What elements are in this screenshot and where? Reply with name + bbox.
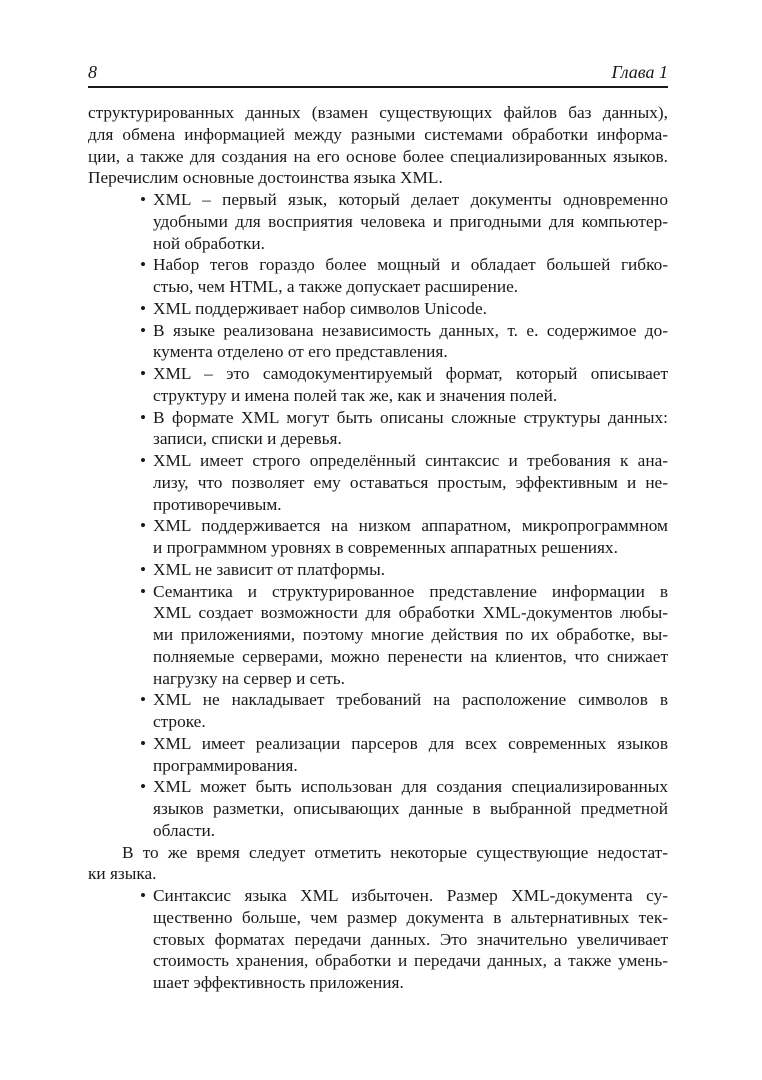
- text-line: XML имеет реализации парсеров для всех современных языков: [153, 733, 668, 753]
- paragraph: [88, 102, 668, 189]
- text-line: Набор тегов гораздо более мощный и обладает большей гибко-: [153, 255, 668, 275]
- text-line: нагрузку на сервер и сеть.: [153, 668, 345, 688]
- running-header: [88, 62, 668, 88]
- text-line: Семантика и структурированное представление информации в: [153, 581, 668, 601]
- list-item: [140, 254, 668, 298]
- text-line: В языке реализована независимость данных, т. е. содержимое до-: [153, 320, 668, 340]
- text-line: Перечислим основные достоинства языка XML.: [88, 168, 443, 188]
- page-number: 8: [88, 62, 97, 82]
- bullet-icon: •: [140, 320, 147, 340]
- bullet-icon: •: [140, 886, 147, 905]
- text-line: записи, списки и деревья.: [153, 429, 342, 449]
- text-line: XML поддерживает набор символов Unicode.: [153, 298, 487, 318]
- text-line: шает эффективность приложения.: [153, 973, 404, 992]
- bullet-icon: •: [140, 690, 147, 710]
- text-line: структуру и имена полей так же, как и значения полей.: [153, 385, 558, 405]
- bullet-icon: •: [140, 516, 147, 536]
- text-line: XML не накладывает требований на расположение символов в: [153, 690, 668, 710]
- text-line: ки языка.: [88, 864, 157, 884]
- text-line: структурированных данных (взамен существующих файлов баз данных),: [88, 103, 668, 122]
- list-item: [140, 559, 668, 581]
- text-line: для обмена информацией между разными системами обработки информа-: [88, 124, 668, 144]
- text-line: стоимость хранения, обработки и передачи данных, а также умень-: [153, 951, 668, 971]
- list-item: [140, 885, 668, 994]
- text-line: противоречивым.: [153, 494, 282, 514]
- list-item: [140, 363, 668, 407]
- text-line: ми приложениями, поэтому многие действия по их обработке, вы-: [153, 625, 668, 644]
- text-line: XML может быть использован для создания специализированных: [153, 777, 668, 797]
- text-line: XML имеет строго определённый синтаксис и требования к ана-: [153, 451, 668, 470]
- list-item: [140, 733, 668, 777]
- bullet-icon: •: [140, 733, 147, 753]
- text-line: В формате XML могут быть описаны сложные структуры данных:: [153, 407, 668, 427]
- bullet-icon: •: [140, 190, 147, 209]
- text-line: области.: [153, 820, 216, 840]
- list-item: [140, 515, 668, 559]
- text-line: языков разметки, описывающих данные в выбранной предметной: [153, 799, 668, 818]
- list-item: [140, 689, 668, 733]
- text-line: стовых форматах передачи данных. Это значительно увеличивает: [153, 929, 668, 949]
- bullet-icon: •: [140, 298, 147, 318]
- bullet-icon: •: [140, 777, 147, 797]
- list-item: [140, 776, 668, 841]
- text-line: XML поддерживается на низком аппаратном, микропрограммном: [153, 516, 668, 536]
- list-item: [140, 581, 668, 690]
- bullet-icon: •: [140, 407, 147, 427]
- text-line: удобными для восприятия человека и пригодными для компьютер-: [153, 211, 668, 231]
- bullet-icon: •: [140, 255, 147, 275]
- text-line: программирования.: [153, 755, 298, 775]
- text-line: щественно больше, чем размер документа в альтернативных тек-: [153, 907, 668, 927]
- list-item: [140, 189, 668, 254]
- text-line: XML – это самодокументируемый формат, который описывает: [153, 364, 668, 383]
- text-line: XML не зависит от платформы.: [153, 559, 386, 579]
- text-line: ции, а также для создания на его основе более специализированных языков.: [88, 146, 668, 166]
- list-item: [140, 320, 668, 364]
- text-line: XML – первый язык, который делает документы одновременно: [153, 190, 668, 209]
- bullet-icon: •: [140, 559, 147, 579]
- text-line: Синтаксис языка XML избыточен. Размер XML-документа су-: [153, 886, 668, 905]
- paragraph: [88, 842, 668, 886]
- text-line: лизу, что позволяет ему оставаться простым, эффективным и не-: [153, 472, 668, 492]
- list-item: [140, 407, 668, 451]
- list-item: [140, 298, 668, 320]
- bullet-icon: •: [140, 581, 147, 601]
- text-line: стью, чем HTML, а также допускает расширение.: [153, 277, 519, 296]
- bullet-icon: •: [140, 364, 147, 383]
- text-line: В то же время следует отметить некоторые существующие недостат-: [122, 842, 668, 862]
- bullet-list: [88, 189, 668, 842]
- text-line: XML создает возможности для обработки XML-документов любы-: [153, 603, 668, 623]
- text-line: кумента отделено от его представления.: [153, 342, 448, 362]
- bullet-list: [88, 885, 668, 994]
- page-body: [88, 102, 668, 994]
- list-item: [140, 450, 668, 515]
- text-line: и программном уровнях в современных аппаратных решениях.: [153, 538, 618, 557]
- chapter-title: Глава 1: [611, 62, 668, 82]
- bullet-icon: •: [140, 451, 147, 470]
- text-line: строке.: [153, 712, 206, 731]
- text-line: ной обработки.: [153, 233, 265, 253]
- text-line: полняемые серверами, можно перенести на клиентов, что снижает: [153, 646, 668, 666]
